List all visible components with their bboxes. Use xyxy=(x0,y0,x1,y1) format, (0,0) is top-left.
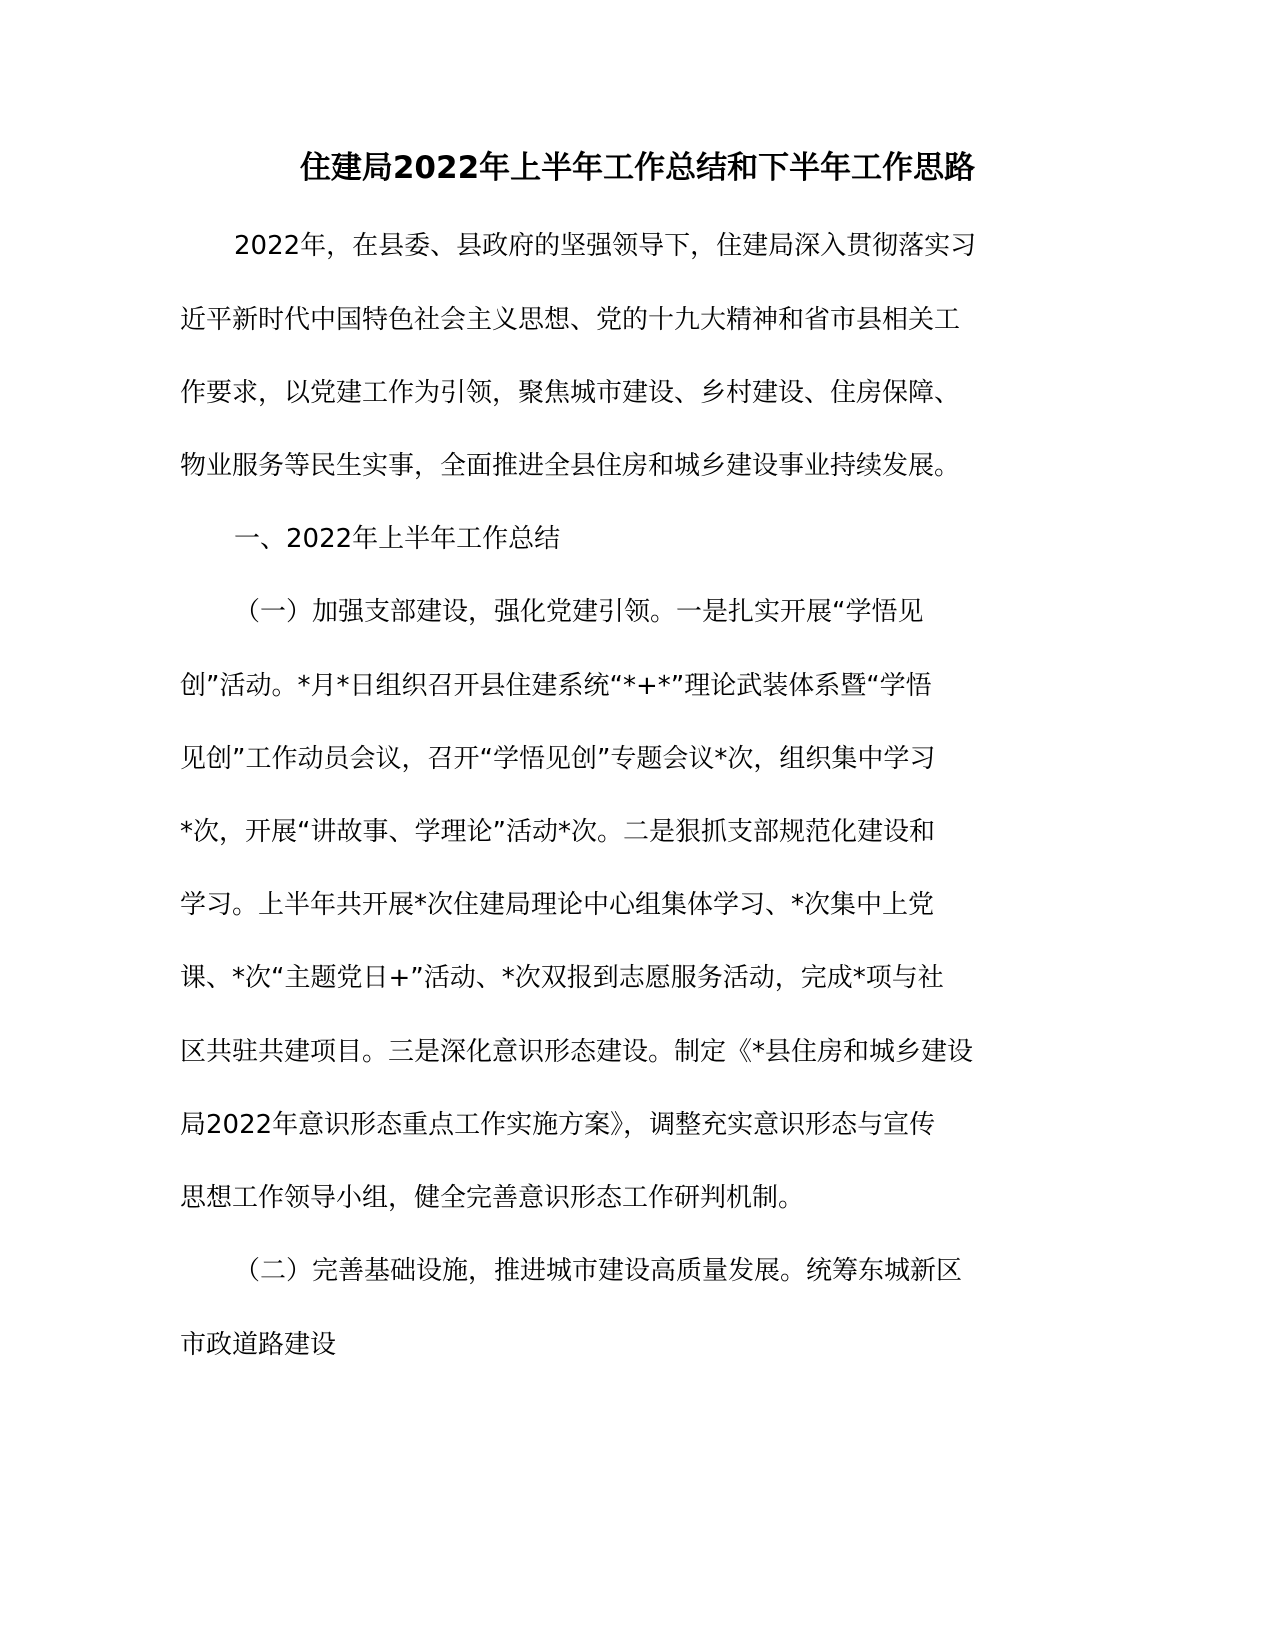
section-heading: 一、2022年上半年工作总结 xyxy=(234,524,561,554)
paragraph-line: 市政道路建设 xyxy=(180,1330,337,1360)
paragraph-line: 区共驻共建项目。三是深化意识形态建设。制定《*县住房和城乡建设 xyxy=(180,1037,974,1067)
paragraph-line: （二）完善基础设施，推进城市建设高质量发展。统筹东城新区 xyxy=(234,1256,963,1286)
paragraph-line: 课、*次“主题党日+”活动、*次双报到志愿服务活动，完成*项与社 xyxy=(180,963,944,993)
paragraph-line: 思想工作领导小组，健全完善意识形态工作研判机制。 xyxy=(180,1183,805,1213)
paragraph-line: 2022年，在县委、县政府的坚强领导下，住建局深入贯彻落实习 xyxy=(234,231,977,261)
paragraph-line: 作要求，以党建工作为引领，聚焦城市建设、乡村建设、住房保障、 xyxy=(180,378,961,408)
paragraph-line: 创”活动。*月*日组织召开县住建系统“*+*”理论武装体系暨“学悟 xyxy=(180,671,932,701)
paragraph-line: *次，开展“讲故事、学理论”活动*次。二是狠抓支部规范化建设和 xyxy=(180,817,935,847)
document-title: 住建局2022年上半年工作总结和下半年工作思路 xyxy=(299,150,976,186)
paragraph-line: 物业服务等民生实事，全面推进全县住房和城乡建设事业持续发展。 xyxy=(180,451,961,481)
paragraph-line: （一）加强支部建设，强化党建引领。一是扎实开展“学悟见 xyxy=(234,597,924,627)
paragraph-line: 学习。上半年共开展*次住建局理论中心组集体学习、*次集中上党 xyxy=(180,890,935,920)
paragraph-line: 近平新时代中国特色社会主义思想、党的十九大精神和省市县相关工 xyxy=(180,305,961,335)
paragraph-line: 见创”工作动员会议，召开“学悟见创”专题会议*次，组织集中学习 xyxy=(180,744,936,774)
paragraph-line: 局2022年意识形态重点工作实施方案》，调整充实意识形态与宣传 xyxy=(180,1110,936,1140)
